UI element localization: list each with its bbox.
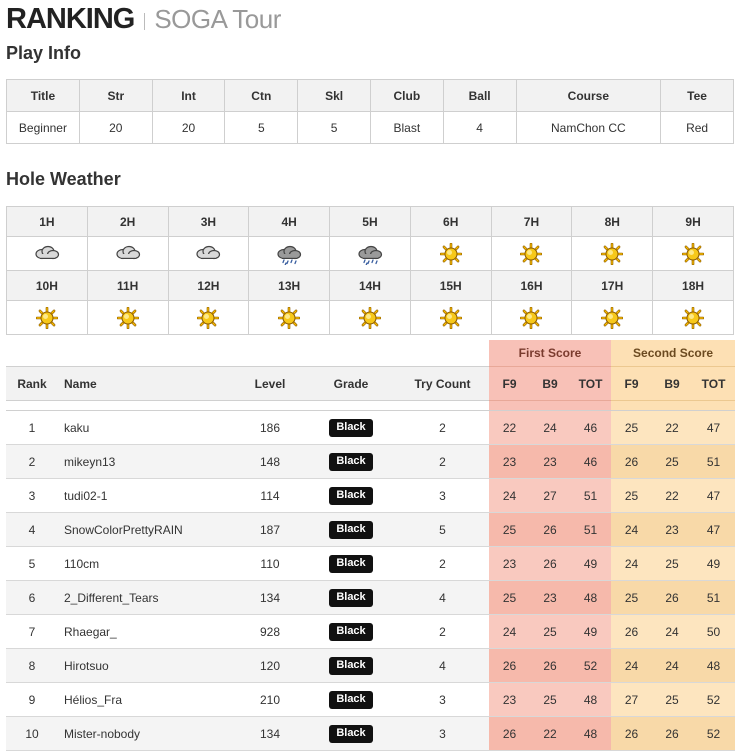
level-cell: 114	[234, 479, 306, 513]
ranking-table	[6, 340, 735, 751]
player-name: tudi02-1	[58, 479, 234, 513]
hole-label: 17H	[572, 271, 653, 301]
second-f9-column-header: F9	[611, 367, 652, 401]
try-count-cell: 3	[396, 479, 489, 513]
weather-cell	[7, 237, 88, 271]
tee-value: Red	[661, 112, 734, 144]
second-tot-cell: 47	[692, 479, 735, 513]
table-row	[6, 717, 735, 751]
course-value: NamChon CC	[516, 112, 661, 144]
str-value: 20	[79, 112, 152, 144]
second-tot-column-header: TOT	[692, 367, 735, 401]
rank-cell: 8	[6, 649, 58, 683]
table-row	[6, 649, 735, 683]
second-b9-cell: 23	[652, 513, 692, 547]
sunny-icon	[573, 243, 651, 265]
hole-label: 8H	[572, 207, 653, 237]
title-header: Title	[7, 80, 80, 112]
second-f9-cell: 25	[611, 581, 652, 615]
first-f9-cell: 23	[489, 547, 530, 581]
hole-label: 16H	[491, 271, 572, 301]
first-b9-cell: 22	[530, 717, 570, 751]
first-tot-cell: 49	[570, 615, 611, 649]
skl-value: 5	[298, 112, 371, 144]
skl-header: Skl	[298, 80, 371, 112]
second-tot-cell: 49	[692, 547, 735, 581]
first-tot-cell: 48	[570, 717, 611, 751]
first-b9-cell: 23	[530, 581, 570, 615]
second-b9-cell: 22	[652, 479, 692, 513]
first-tot-cell: 52	[570, 649, 611, 683]
second-b9-cell: 26	[652, 717, 692, 751]
grade-cell	[306, 717, 396, 751]
ctn-value: 5	[225, 112, 298, 144]
first-f9-cell: 24	[489, 615, 530, 649]
weather-icon-row	[7, 237, 734, 271]
first-tot-cell: 46	[570, 445, 611, 479]
weather-cell	[572, 301, 653, 335]
hole-label: 10H	[7, 271, 88, 301]
score-group-row	[6, 340, 735, 367]
weather-cell	[491, 237, 572, 271]
first-b9-cell: 25	[530, 683, 570, 717]
second-score-group-header: Second Score	[611, 340, 735, 367]
table-row	[6, 547, 735, 581]
rank-cell: 5	[6, 547, 58, 581]
hole-label: 18H	[653, 271, 734, 301]
second-tot-cell: 47	[692, 513, 735, 547]
rank-cell: 2	[6, 445, 58, 479]
weather-hole-row	[7, 207, 734, 237]
weather-cell	[653, 301, 734, 335]
second-f9-cell: 26	[611, 717, 652, 751]
rank-cell: 1	[6, 411, 58, 445]
ball-value: 4	[443, 112, 516, 144]
sunny-icon	[412, 243, 490, 265]
sunny-icon	[8, 307, 86, 329]
grade-cell	[306, 513, 396, 547]
second-tot-cell: 48	[692, 649, 735, 683]
weather-cell	[249, 301, 330, 335]
weather-cell	[87, 301, 168, 335]
grade-cell	[306, 615, 396, 649]
title-value: Beginner	[7, 112, 80, 144]
player-name: kaku	[58, 411, 234, 445]
title-divider	[144, 13, 145, 30]
second-b9-cell: 24	[652, 615, 692, 649]
table-row	[6, 513, 735, 547]
first-f9-column-header: F9	[489, 367, 530, 401]
first-f9-cell: 25	[489, 513, 530, 547]
second-f9-cell: 26	[611, 445, 652, 479]
page-header	[6, 2, 281, 36]
try-count-cell: 2	[396, 547, 489, 581]
weather-cell	[410, 301, 491, 335]
second-tot-cell: 51	[692, 445, 735, 479]
table-row	[6, 411, 735, 445]
second-b9-cell: 25	[652, 683, 692, 717]
weather-cell	[572, 237, 653, 271]
second-f9-cell: 26	[611, 615, 652, 649]
level-cell: 928	[234, 615, 306, 649]
first-b9-cell: 26	[530, 513, 570, 547]
try-count-column-header: Try Count	[396, 367, 489, 401]
grade-badge: Black	[329, 487, 372, 505]
second-b9-cell: 24	[652, 649, 692, 683]
level-cell: 148	[234, 445, 306, 479]
weather-icon-row	[7, 301, 734, 335]
try-count-cell: 4	[396, 581, 489, 615]
grade-cell	[306, 445, 396, 479]
sunny-icon	[654, 307, 732, 329]
hole-label: 13H	[249, 271, 330, 301]
hole-label: 9H	[653, 207, 734, 237]
level-cell: 210	[234, 683, 306, 717]
try-count-cell: 3	[396, 717, 489, 751]
club-value: Blast	[370, 112, 443, 144]
grade-cell	[306, 411, 396, 445]
grade-badge: Black	[329, 589, 372, 607]
first-f9-cell: 26	[489, 649, 530, 683]
rank-cell: 7	[6, 615, 58, 649]
grade-cell	[306, 547, 396, 581]
name-column-header: Name	[58, 367, 234, 401]
rank-column-header: Rank	[6, 367, 58, 401]
play-info-table	[6, 79, 734, 144]
level-cell: 134	[234, 581, 306, 615]
first-tot-cell: 48	[570, 581, 611, 615]
hole-label: 4H	[249, 207, 330, 237]
sunny-icon	[654, 243, 732, 265]
sunny-icon	[412, 307, 490, 329]
second-tot-cell: 50	[692, 615, 735, 649]
try-count-cell: 2	[396, 445, 489, 479]
level-cell: 120	[234, 649, 306, 683]
rank-cell: 10	[6, 717, 58, 751]
first-f9-cell: 23	[489, 683, 530, 717]
level-cell: 110	[234, 547, 306, 581]
second-b9-cell: 26	[652, 581, 692, 615]
first-tot-cell: 46	[570, 411, 611, 445]
rank-cell: 6	[6, 581, 58, 615]
page-title: RANKING	[6, 2, 135, 35]
grade-cell	[306, 649, 396, 683]
level-cell: 187	[234, 513, 306, 547]
cloudy-icon	[170, 243, 248, 265]
first-f9-cell: 26	[489, 717, 530, 751]
weather-cell	[249, 237, 330, 271]
tee-header: Tee	[661, 80, 734, 112]
grade-badge: Black	[329, 521, 372, 539]
player-name: SnowColorPrettyRAIN	[58, 513, 234, 547]
hole-weather-title: Hole Weather	[6, 169, 121, 189]
sunny-icon	[573, 307, 651, 329]
second-f9-cell: 24	[611, 547, 652, 581]
weather-cell	[410, 237, 491, 271]
second-b9-column-header: B9	[652, 367, 692, 401]
grade-cell	[306, 683, 396, 717]
player-name: Hélios_Fra	[58, 683, 234, 717]
rank-cell: 4	[6, 513, 58, 547]
sunny-icon	[170, 307, 248, 329]
grade-badge: Black	[329, 691, 372, 709]
header-spacer-row	[6, 401, 735, 411]
hole-weather-table	[6, 206, 734, 335]
sunny-icon	[331, 307, 409, 329]
hole-label: 11H	[87, 271, 168, 301]
cloudy-icon	[8, 243, 86, 265]
first-score-group-header: First Score	[489, 340, 611, 367]
int-header: Int	[152, 80, 225, 112]
play-info-header-row	[7, 80, 734, 112]
weather-cell	[168, 237, 249, 271]
grade-cell	[306, 479, 396, 513]
grade-badge: Black	[329, 725, 372, 743]
play-info-value-row	[7, 112, 734, 144]
table-row	[6, 615, 735, 649]
hole-label: 2H	[87, 207, 168, 237]
second-b9-cell: 25	[652, 445, 692, 479]
sunny-icon	[493, 307, 571, 329]
weather-cell	[168, 301, 249, 335]
try-count-cell: 2	[396, 411, 489, 445]
sunny-icon	[493, 243, 571, 265]
table-row	[6, 683, 735, 717]
club-header: Club	[370, 80, 443, 112]
first-tot-cell: 51	[570, 513, 611, 547]
try-count-cell: 4	[396, 649, 489, 683]
try-count-cell: 2	[396, 615, 489, 649]
grade-badge: Black	[329, 657, 372, 675]
hole-label: 12H	[168, 271, 249, 301]
weather-cell	[7, 301, 88, 335]
table-row	[6, 445, 735, 479]
level-column-header: Level	[234, 367, 306, 401]
hole-label: 5H	[330, 207, 411, 237]
first-tot-cell: 51	[570, 479, 611, 513]
player-name: 110cm	[58, 547, 234, 581]
first-b9-cell: 26	[530, 649, 570, 683]
second-f9-cell: 25	[611, 411, 652, 445]
second-f9-cell: 24	[611, 649, 652, 683]
str-header: Str	[79, 80, 152, 112]
grade-badge: Black	[329, 419, 372, 437]
weather-cell	[87, 237, 168, 271]
weather-hole-row	[7, 271, 734, 301]
first-b9-column-header: B9	[530, 367, 570, 401]
rain-icon	[250, 243, 328, 265]
second-tot-cell: 47	[692, 411, 735, 445]
ball-header: Ball	[443, 80, 516, 112]
first-tot-cell: 49	[570, 547, 611, 581]
hole-label: 6H	[410, 207, 491, 237]
first-b9-cell: 23	[530, 445, 570, 479]
first-f9-cell: 24	[489, 479, 530, 513]
int-value: 20	[152, 112, 225, 144]
first-f9-cell: 22	[489, 411, 530, 445]
weather-cell	[491, 301, 572, 335]
second-f9-cell: 27	[611, 683, 652, 717]
second-f9-cell: 24	[611, 513, 652, 547]
second-b9-cell: 22	[652, 411, 692, 445]
first-f9-cell: 25	[489, 581, 530, 615]
player-name: Mister-nobody	[58, 717, 234, 751]
grade-badge: Black	[329, 555, 372, 573]
player-name: Rhaegar_	[58, 615, 234, 649]
page-subtitle: SOGA Tour	[154, 3, 281, 34]
table-row	[6, 581, 735, 615]
weather-cell	[653, 237, 734, 271]
play-info-title: Play Info	[6, 43, 82, 63]
first-tot-cell: 48	[570, 683, 611, 717]
second-tot-cell: 52	[692, 683, 735, 717]
second-tot-cell: 52	[692, 717, 735, 751]
try-count-cell: 3	[396, 683, 489, 717]
hole-label: 7H	[491, 207, 572, 237]
ctn-header: Ctn	[225, 80, 298, 112]
hole-label: 3H	[168, 207, 249, 237]
first-b9-cell: 24	[530, 411, 570, 445]
first-b9-cell: 26	[530, 547, 570, 581]
rain-icon	[331, 243, 409, 265]
player-name: Hirotsuo	[58, 649, 234, 683]
grade-badge: Black	[329, 623, 372, 641]
grade-badge: Black	[329, 453, 372, 471]
try-count-cell: 5	[396, 513, 489, 547]
player-name: mikeyn13	[58, 445, 234, 479]
level-cell: 134	[234, 717, 306, 751]
hole-label: 15H	[410, 271, 491, 301]
hole-label: 14H	[330, 271, 411, 301]
second-b9-cell: 25	[652, 547, 692, 581]
second-tot-cell: 51	[692, 581, 735, 615]
grade-column-header: Grade	[306, 367, 396, 401]
ranking-column-header-row	[6, 367, 735, 401]
first-b9-cell: 27	[530, 479, 570, 513]
sunny-icon	[89, 307, 167, 329]
second-f9-cell: 25	[611, 479, 652, 513]
cloudy-icon	[89, 243, 167, 265]
grade-cell	[306, 581, 396, 615]
hole-label: 1H	[7, 207, 88, 237]
rank-cell: 3	[6, 479, 58, 513]
sunny-icon	[250, 307, 328, 329]
first-b9-cell: 25	[530, 615, 570, 649]
course-header: Course	[516, 80, 661, 112]
player-name: 2_Different_Tears	[58, 581, 234, 615]
level-cell: 186	[234, 411, 306, 445]
rank-cell: 9	[6, 683, 58, 717]
first-tot-column-header: TOT	[570, 367, 611, 401]
first-f9-cell: 23	[489, 445, 530, 479]
table-row	[6, 479, 735, 513]
weather-cell	[330, 237, 411, 271]
weather-cell	[330, 301, 411, 335]
